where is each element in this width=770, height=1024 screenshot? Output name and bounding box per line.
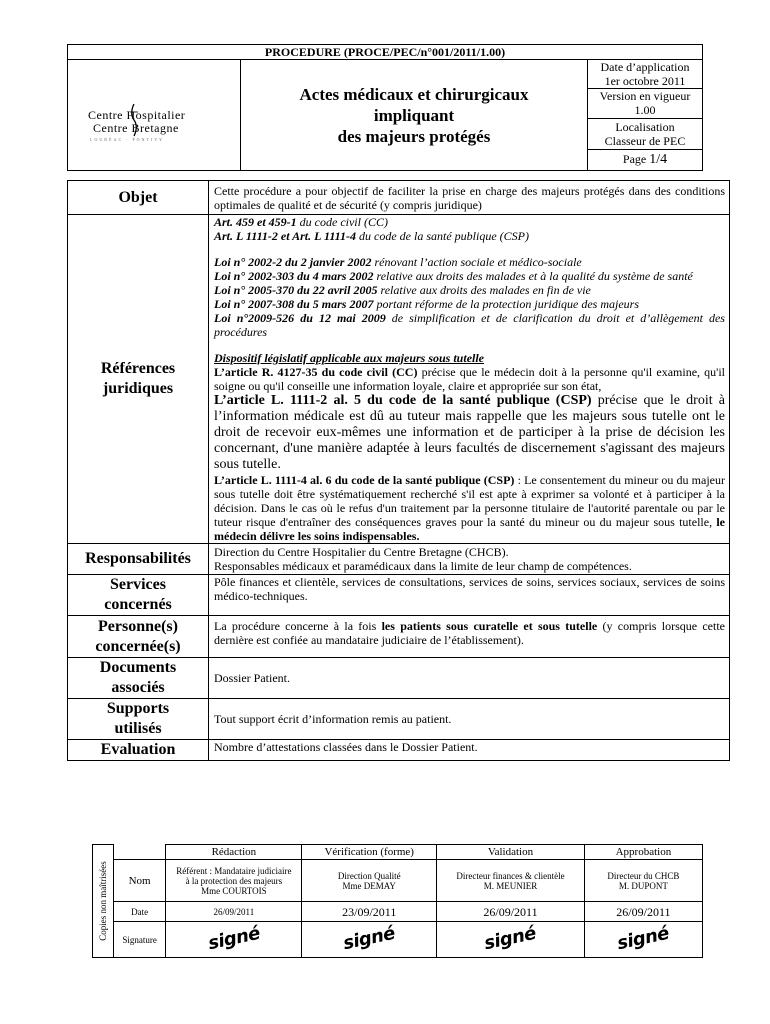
supports-label-line-1: Supports [106,700,170,717]
application-date-label: Date d’application [600,60,690,75]
ref-a2-bold: Art. L 1111-2 et Art. L 1111-4 [214,229,357,243]
documents-label-line-1: Documents [99,659,177,676]
version-cell [588,89,703,118]
approbation-date: 26/09/2011 [584,902,702,922]
validation-signature-stamp: signé [482,922,539,954]
redaction-nom-line-1: Référent : Mandataire judiciaire [176,865,292,876]
approbation-nom-line-1: Directeur du CHCB [607,870,680,881]
personnes-content [209,616,730,658]
ref-l4-text: portant réforme de la protection juridique des majeurs [373,297,640,311]
documents-text: Dossier Patient. [209,658,730,699]
ref-l3-text: relative aux droits des malades en fin de vie [377,283,591,297]
ref-p3-text: : Le consentement du mineur ou du majeur sous tutelle doit être systématiquement recherché s'il est apte à exprimer sa volonté et à participer à la décision. Dans le cas où le refus d'un traitement par la personne titulaire de l'autorité parentale ou par le tuteur risque d'entraîner des conséquences graves pour la santé du mineur ou du majeur sous tutelle, [214,473,725,529]
header-validation: Validation [437,845,585,860]
ref-a2-text: du code de la santé publique (CSP) [356,229,529,243]
documents-label [68,658,209,699]
dispositif-heading: Dispositif législatif applicable aux majeurs sous tutelle [214,351,485,365]
ref-l3-bold: Loi n° 2005-370 du 22 avril 2005 [214,283,378,297]
page-value: 1/4 [649,152,668,168]
responsabilites-content [209,544,730,575]
services-label-line-1: Services [110,576,166,593]
logo-tagline: LOUDÉAC · PONTIVY [90,137,164,142]
redaction-date: 26/09/2011 [166,902,302,922]
reference-law-5 [214,311,725,339]
header-verification: Vérification (forme) [302,845,437,860]
services-text: Pôle finances et clientèle, services de consultations, services de soins, services sociaux, services de soins médico-techniques. [209,575,730,616]
redaction-signature-cell [166,922,302,958]
procedure-table [67,180,730,761]
page-number-cell [588,149,703,170]
ref-p2-text: précise que le droit à l’information médicale est dû au tuteur mais rappelle que les majeurs sous tutelle ont le droit de recevoir eux-mêmes une information et de participer à la prise de décision les concernant, d'une manière adaptée à leurs facultés de discernement s'agissant des majeurs sous tutelle. [214,393,725,472]
reference-paragraph-3 [214,473,725,543]
logo-line-2: Centre Bretagne [93,121,179,135]
ref-p1-text: précise que le médecin doit à la personne qu'il examine, qu'il soigne ou qu'il conseille une information loyale, claire et appropriée sur son état, [214,365,726,393]
responsabilites-line-2: Responsables médicaux et paramédicaux dans la limite de leur champ de compétences. [214,559,632,573]
services-label-line-2: concernés [104,596,172,613]
reference-paragraph-2 [214,393,725,473]
ref-l2-text: relative aux droits des malades et à la qualité du système de santé [373,269,693,283]
validation-nom-line-1: Directeur finances & clientèle [456,870,565,881]
redaction-nom [166,860,302,902]
validation-signature-cell [437,922,585,958]
evaluation-text: Nombre d’attestations classées dans le Dossier Patient. [209,740,730,761]
ref-l4-bold: Loi n° 2007-308 du 5 mars 2007 [214,297,374,311]
redaction-nom-line-2: à la protection des majeurs [185,875,283,886]
services-label [68,575,209,616]
verification-signature-stamp: signé [341,922,397,954]
personnes-pre: La procédure concerne à la fois [214,619,382,633]
reference-law-1 [214,255,725,269]
procedure-reference: PROCEDURE (PROCE/PEC/n°001/2011/1.00) [68,45,703,60]
ref-p3-end-bold: le médecin délivre les soins indispensables. [214,515,725,543]
signature-label: Signature [113,922,166,958]
application-date-value: 1er octobre 2011 [604,74,686,89]
documents-label-line-2: associés [111,679,165,696]
header-redaction: Rédaction [166,845,302,860]
validation-nom-line-2: M. MEUNIER [483,880,538,891]
references-label-line-2: juridiques [102,380,174,397]
title-line-3: des majeurs protégés [337,126,491,146]
ref-a1-text: du code civil (CC) [296,215,388,229]
ref-p3-bold: L’article L. 1111-4 al. 6 du code de la santé publique (CSP) [214,473,515,487]
verification-nom-line-1: Direction Qualité [337,870,401,881]
verification-nom-line-2: Mme DEMAY [342,880,396,891]
hospital-logo [68,60,241,171]
copies-note: Copies non maîtrisées [98,861,108,941]
procedure-header [67,44,703,171]
reference-paragraph-1 [214,365,725,393]
ref-l1-bold: Loi n° 2002-2 du 2 janvier 2002 [214,255,372,269]
redaction-nom-line-3: Mme COURTOIS [201,885,267,896]
personnes-label-line-2: concernée(s) [95,637,181,655]
approbation-signature-stamp: signé [615,922,672,954]
supports-text: Tout support écrit d’information remis au patient. [209,699,730,740]
localisation-label: Localisation [615,119,675,134]
redaction-signature-stamp: signé [206,922,262,954]
reference-law-3 [214,283,725,297]
version-label: Version en vigueur [599,89,691,104]
supports-label [68,699,209,740]
ref-l1-text: rénovant l’action sociale et médico-sociale [371,255,582,269]
objet-text: Cette procédure a pour objectif de faciliter la prise en charge des majeurs protégés dans des conditions optimales de qualité et de sécurité (y compris juridique) [209,181,730,215]
objet-label: Objet [68,181,209,215]
personnes-label [68,616,209,658]
reference-law-4 [214,297,725,311]
verification-date: 23/09/2011 [302,902,437,922]
reference-article-1 [214,215,725,229]
evaluation-label: Evaluation [68,740,209,761]
references-content [209,215,730,544]
page-label: Page [622,152,647,167]
supports-label-line-2: utilisés [114,720,162,737]
logo-line-1: Centre Hospitalier [88,108,186,122]
application-date-cell [588,60,703,89]
approbation-signature-cell [584,922,702,958]
responsabilites-line-1: Direction du Centre Hospitalier du Centre Bretagne (CHCB). [214,545,509,559]
ref-l5-bold: Loi n°2009-526 du 12 mai 2009 [214,311,386,325]
personnes-label-line-1: Personne(s) [98,617,178,635]
localisation-cell [588,118,703,149]
reference-law-2 [214,269,725,283]
references-label [68,215,209,544]
verification-signature-cell [302,922,437,958]
personnes-bold: les patients sous curatelle et sous tutelle [381,619,598,633]
approbation-nom-line-2: M. DUPONT [618,880,668,891]
validation-nom [437,860,585,902]
title-line-2: impliquant [373,105,455,125]
validation-date: 26/09/2011 [437,902,585,922]
personnes-post: (y compris lorsque cette dernière est confiée au mandataire judiciaire de l’établissement). [214,619,725,647]
ref-l5-text: de simplification et de clarification du droit et d’allègement des procédures [214,311,725,339]
responsabilites-label: Responsabilités [68,544,209,575]
ref-a1-bold: Art. 459 et 459-1 [214,215,297,229]
localisation-value: Classeur de PEC [604,133,686,148]
version-value: 1.00 [634,103,656,118]
reference-article-2 [214,229,725,243]
ref-p1-bold: L’article R. 4127-35 du code civil (CC) [214,365,418,379]
ref-p2-bold: L’article L. 1111-2 al. 5 du code de la santé publique (CSP) [214,393,592,408]
verification-nom [302,860,437,902]
nom-label: Nom [113,860,166,902]
approbation-nom [584,860,702,902]
header-approbation: Approbation [584,845,702,860]
ref-l2-bold: Loi n° 2002-303 du 4 mars 2002 [214,269,374,283]
document-title [241,60,588,171]
date-label: Date [113,902,166,922]
copies-note-cell [93,845,114,958]
title-line-1: Actes médicaux et chirurgicaux [299,84,529,104]
signature-table [92,844,703,958]
references-label-line-1: Références [100,360,176,377]
